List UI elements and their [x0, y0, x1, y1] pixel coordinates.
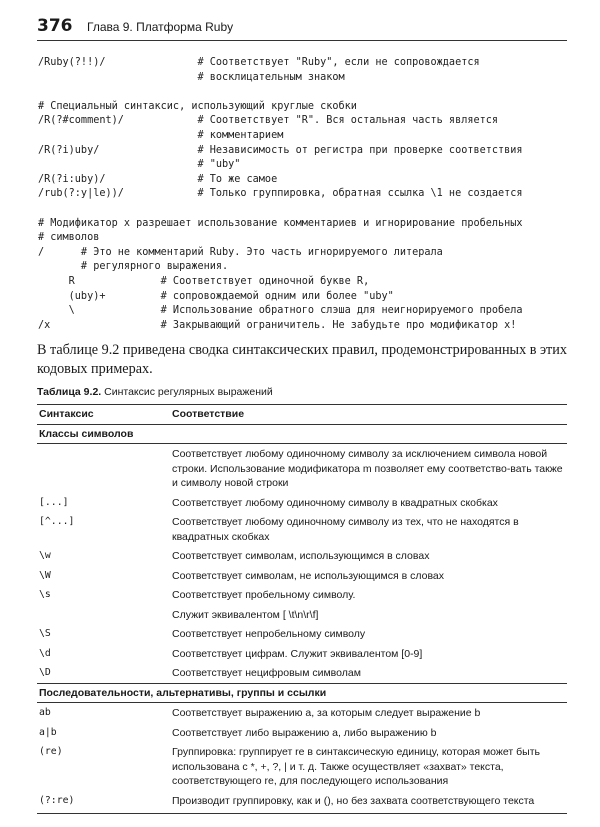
code-line: (uby)+ # сопровождаемой одним или более "uby": [38, 290, 394, 302]
running-header: [37, 14, 567, 41]
description-cell: Соответствует символам, использующимся в словах: [172, 550, 430, 562]
table-row: [37, 791, 567, 814]
syntax-cell: (?:re): [37, 791, 170, 814]
code-line: # комментарием: [38, 129, 284, 141]
table-header-row: [37, 405, 567, 425]
code-line: R # Соответствует одиночной букве R,: [38, 275, 370, 287]
syntax-table: [37, 404, 567, 814]
code-line: /x # Закрывающий ограничитель. Не забудьте про модификатор x!: [38, 319, 517, 331]
syntax-cell: \d: [39, 647, 51, 659]
description-cell: Соответствует непробельному символу: [172, 628, 366, 640]
table-row: [37, 512, 567, 546]
table-caption-label: Таблица 9.2.: [37, 386, 102, 398]
syntax-cell: ab: [39, 707, 51, 718]
code-line: # Модификатор x разрешает использование комментариев и игнорирование пробельных: [38, 217, 523, 229]
description-cell: Служит эквивалентом [ \t\n\r\f]: [172, 608, 319, 621]
code-line: /Ruby(?!!)/ # Соответствует "Ruby", если не сопровождается: [38, 57, 480, 68]
table-caption: [37, 386, 273, 398]
table-row: [37, 566, 567, 586]
table-row: [37, 703, 567, 723]
code-line: # регулярного выражения.: [38, 261, 229, 273]
page-number: 376: [37, 16, 73, 36]
body-paragraph: В таблице 9.2 приведена сводка синтаксических правил, продемонстрированных в этих кодовых примерах.: [37, 342, 567, 377]
section-row: [37, 683, 567, 703]
syntax-cell: [37, 444, 170, 493]
syntax-cell: a|b: [39, 726, 57, 738]
description-cell: Соответствует либо выражению a, либо выражению b: [172, 726, 437, 739]
description-cell: Соответствует нецифровым символам: [172, 667, 361, 679]
code-line: [38, 202, 523, 217]
description-cell: Группировка: группирует re в синтаксическую единицу, которая может быть использована с *, +, ?, | и т. д. Также осуществляет «захват» текста, соответствующего re, для последующего использования: [172, 746, 540, 787]
table-row: [37, 585, 567, 605]
syntax-cell: [37, 605, 170, 625]
header-syntax: Синтаксис: [37, 405, 170, 425]
section-title: Последовательности, альтернативы, группы и ссылки: [37, 683, 567, 703]
section-title: Классы символов: [37, 424, 567, 444]
description-cell: Соответствует любому одиночному символу из тех, что не находятся в квадратных скобках: [172, 516, 519, 543]
syntax-cell: [...]: [39, 496, 69, 508]
table-row: [37, 444, 567, 493]
description-cell: Производит группировку, как и (), но без захвата соответствующего текста: [170, 791, 567, 814]
description-cell: Соответствует цифрам. Служит эквивалентом [0-9]: [172, 647, 423, 660]
chapter-title: Глава 9. Платформа Ruby: [87, 20, 234, 34]
description-cell: Соответствует пробельному символу.: [172, 589, 356, 601]
description-cell: Соответствует символам, не использующимся в словах: [172, 569, 445, 582]
section-row: [37, 424, 567, 444]
code-line: /rub(?:y|le))/ # Только группировка, обратная ссылка \1 не создается: [38, 188, 523, 200]
syntax-cell: \s: [39, 589, 51, 600]
code-line: # "uby": [38, 159, 241, 171]
table-row: [37, 723, 567, 743]
description-cell: Соответствует выражению a, за которым следует выражение b: [172, 707, 481, 719]
syntax-cell: (re): [39, 746, 63, 757]
syntax-cell: [^...]: [39, 516, 75, 527]
code-block: [38, 56, 523, 333]
syntax-cell: \W: [39, 569, 51, 581]
table-row: [37, 624, 567, 644]
code-line: / # Это не комментарий Ruby. Это часть игнорируемого литерала: [38, 246, 443, 258]
table-row: [37, 644, 567, 664]
table-row: [37, 742, 567, 791]
code-line: # восклицательным знаком: [38, 71, 345, 83]
description-cell: Соответствует любому одиночному символу за исключением символа новой строки. Использование модификатора m позволяет ему соответство-вать также и символу новой строки: [172, 448, 563, 489]
code-line: /R(?#comment)/ # Соответствует "R". Вся остальная часть является: [38, 115, 499, 127]
syntax-cell: \S: [39, 628, 51, 639]
table-row: [37, 493, 567, 513]
description-cell: Соответствует любому одиночному символу в квадратных скобках: [172, 496, 498, 509]
code-line: [38, 85, 523, 100]
code-line: # символов: [38, 232, 100, 244]
code-line: /R(?i:uby)/ # То же самое: [38, 173, 278, 185]
syntax-cell: \D: [39, 667, 51, 678]
code-line: \ # Использование обратного слэша для неигнорируемого пробела: [38, 305, 523, 317]
table-caption-text: Синтаксис регулярных выражений: [104, 386, 273, 398]
code-line: /R(?i)uby/ # Независимость от регистра при проверке соответствия: [38, 144, 523, 156]
header-match: Соответствие: [170, 405, 567, 425]
table-row: [37, 605, 567, 625]
table-row: [37, 546, 567, 566]
code-line: # Специальный синтаксис, использующий круглые скобки: [38, 100, 357, 112]
table-row: [37, 663, 567, 683]
syntax-cell: \w: [39, 550, 51, 561]
